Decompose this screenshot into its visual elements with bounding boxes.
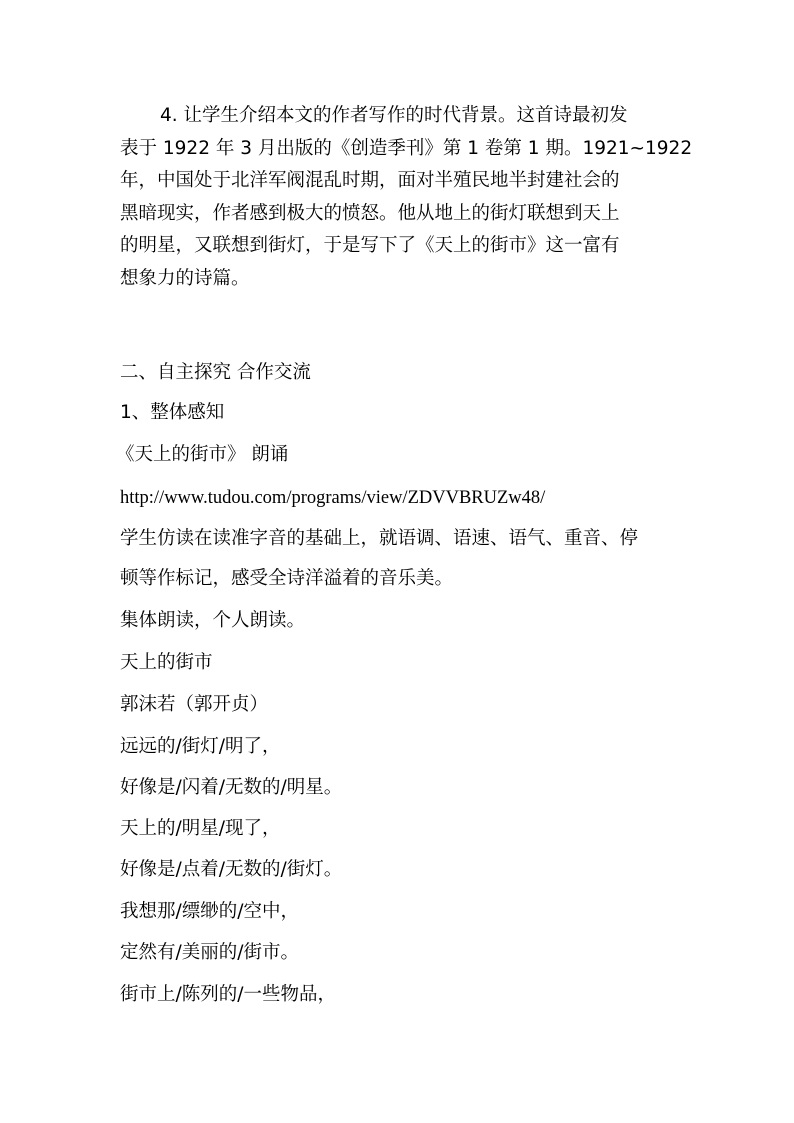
poem-line: 好像是/闪着/无数的/明星。 — [120, 777, 343, 798]
paragraph-line: 黑暗现实，作者感到极大的愤怒。他从地上的街灯联想到天上 — [120, 202, 620, 224]
paragraph-line: 的明星，又联想到街灯，于是写下了《天上的街市》这一富有 — [120, 235, 620, 256]
poem-line: 好像是/点着/无数的/街灯。 — [120, 859, 343, 880]
subheading: 1、整体感知 — [120, 402, 225, 423]
reading-modes: 集体朗读，个人朗读。 — [120, 610, 306, 631]
poem-line: 街市上/陈列的/一些物品， — [120, 984, 336, 1005]
paragraph-line: 表于 1922 年 3 月出版的《创造季刊》第 1 卷第 1 期。1921~1922 — [120, 137, 693, 159]
poem-line: 天上的/明星/现了， — [120, 818, 281, 839]
instruction-line: 顿等作标记，感受全诗洋溢着的音乐美。 — [120, 568, 454, 589]
paragraph-line: 年，中国处于北洋军阀混乱时期，面对半殖民地半封建社会的 — [120, 170, 620, 191]
poem-author: 郭沫若（郭开贞） — [120, 694, 269, 715]
paragraph-line: 想象力的诗篇。 — [120, 267, 250, 289]
background-paragraph — [120, 100, 693, 295]
poem-line: 我想那/缥缈的/空中， — [120, 901, 299, 922]
recitation-title: 《天上的街市》 朗诵 — [116, 444, 289, 465]
poem-title: 天上的街市 — [120, 652, 213, 673]
instruction-line: 学生仿读在读准字音的基础上，就语调、语速、语气、重音、停 — [120, 528, 639, 549]
poem-line: 远远的/街灯/明了， — [120, 736, 281, 757]
video-link[interactable]: http://www.tudou.com/programs/view/ZDVVBRUZw48/ — [120, 488, 546, 508]
paragraph-line: 4. 让学生介绍本文的作者写作的时代背景。这首诗最初发 — [160, 105, 628, 126]
section-heading: 二、自主探究 合作交流 — [120, 362, 311, 383]
poem-line: 定然有/美丽的/街市。 — [120, 942, 299, 963]
